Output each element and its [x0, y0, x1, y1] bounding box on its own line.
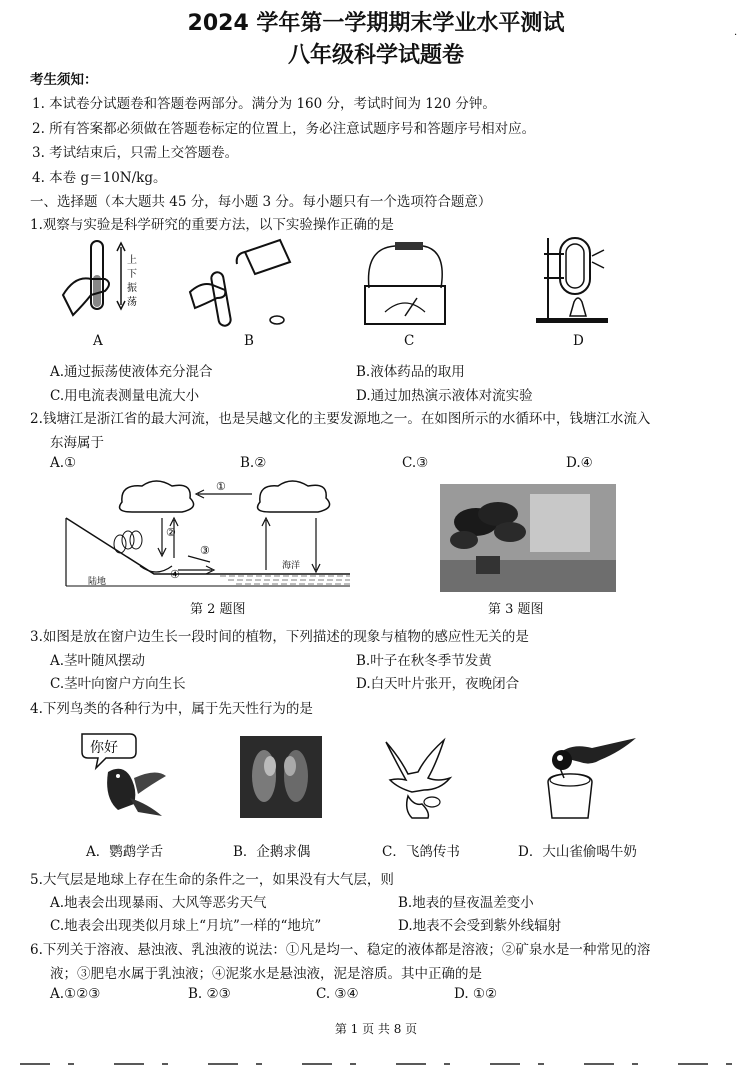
figure-3-caption: 第 3 题图	[488, 602, 544, 617]
cycle-number: ④	[170, 568, 180, 581]
question-5-stem: 5.大气层是地球上存在生命的条件之一，如果没有大气层，则	[30, 872, 394, 888]
notice-item: 3. 考试结束后，只需上交答题卷。	[32, 145, 239, 161]
cycle-number: ②	[166, 526, 176, 539]
question-2-stem-cont: 东海属于	[50, 435, 104, 451]
page-footer: 第 1 页 共 8 页	[334, 1022, 418, 1036]
section-heading: 一、选择题（本大题共 45 分，每小题 3 分。每小题只有一个选项符合题意）	[30, 194, 492, 210]
figure-label: C	[404, 333, 415, 349]
option-a: A.①②③	[50, 986, 101, 1002]
figure-c-ammeter-circuit	[355, 238, 455, 333]
cycle-number: ①	[216, 480, 226, 493]
option-a: A．鹦鹉学舌	[86, 844, 164, 860]
option-d: D．大山雀偷喝牛奶	[518, 844, 637, 860]
option-a: A.地表会出现暴雨、大风等恶劣天气	[50, 895, 267, 911]
option-b: B.②	[240, 455, 267, 471]
question-3-stem: 3.如图是放在窗户边生长一段时间的植物，下列描述的现象与植物的感应性无关的是	[30, 629, 529, 645]
option-d: D.④	[566, 455, 593, 471]
cycle-number: ③	[200, 544, 210, 557]
scan-edge	[0, 1052, 752, 1058]
page-title: 2024 学年第一学期期末学业水平测试	[187, 11, 565, 36]
shake-label-char: 下	[127, 269, 137, 280]
great-tit-image	[540, 730, 650, 825]
question-2-stem: 2.钱塘江是浙江省的最大河流，也是吴越文化的主要发源地之一。在如图所示的水循环中，钱塘江水流入	[30, 411, 651, 427]
question-6-stem: 6.下列关于溶液、悬浊液、乳浊液的说法：①凡是均一、稳定的液体都是溶液；②矿泉水是一种常见的溶	[30, 942, 651, 958]
page-subtitle: 八年级科学试题卷	[287, 43, 464, 68]
option-b: B．企鹅求偶	[233, 844, 311, 860]
pigeon-image	[378, 734, 458, 824]
shake-label-char: 上	[127, 255, 137, 266]
notice-heading: 考生须知：	[30, 72, 98, 88]
notice-item: 4. 本卷 g＝10N/kg。	[32, 170, 167, 186]
option-d: D.通过加热演示液体对流实验	[356, 388, 533, 404]
option-b: B. ②③	[188, 986, 231, 1002]
option-c: C.地表会出现类似月球上“月坑”一样的“地坑”	[50, 918, 322, 934]
water-cycle-diagram	[60, 474, 350, 592]
option-c: C.③	[402, 455, 429, 471]
option-b: B.叶子在秋冬季节发黄	[356, 653, 492, 669]
option-a: A.通过振荡使液体充分混合	[50, 364, 213, 380]
question-6-stem-cont: 液；③肥皂水属于乳浊液；④泥浆水是悬浊液，泥是溶质。其中正确的是	[50, 966, 482, 982]
figure-label: D	[573, 333, 584, 349]
shake-label-char: 振	[127, 283, 137, 294]
plant-window-photo	[440, 484, 616, 592]
option-a: A.①	[50, 455, 77, 471]
parrot-image	[78, 728, 173, 820]
option-a: A.茎叶随风摆动	[50, 653, 146, 669]
option-d: D. ①②	[454, 986, 498, 1002]
option-d: D.白天叶片张开，夜晚闭合	[356, 676, 520, 692]
speech-bubble-text: 你好	[90, 740, 118, 756]
figure-b-pouring-liquid	[185, 232, 295, 332]
land-label: 陆地	[88, 577, 107, 587]
figure-a-shaking-test-tube	[55, 235, 155, 330]
figure-d-convection-apparatus	[530, 232, 620, 327]
option-c: C．飞鸽传书	[382, 844, 460, 860]
option-d: D.地表不会受到紫外线辐射	[398, 918, 562, 934]
shake-label-char: 荡	[127, 297, 137, 308]
question-4-stem: 4.下列鸟类的各种行为中，属于先天性行为的是	[30, 701, 313, 717]
scan-mark: ·	[734, 30, 738, 41]
option-c: C.茎叶向窗户方向生长	[50, 676, 186, 692]
question-1-stem: 1.观察与实验是科学研究的重要方法，以下实验操作正确的是	[30, 217, 394, 233]
notice-item: 1. 本试卷分试题卷和答题卷两部分。满分为 160 分，考试时间为 120 分钟。	[32, 96, 496, 112]
penguins-photo	[240, 736, 322, 818]
option-b: B.液体药品的取用	[356, 364, 465, 380]
option-c: C.用电流表测量电流大小	[50, 388, 200, 404]
ocean-label: 海洋	[282, 561, 301, 571]
figure-label: A	[93, 333, 103, 349]
option-c: C. ③④	[316, 986, 359, 1002]
figure-2-caption: 第 2 题图	[190, 602, 246, 617]
notice-item: 2. 所有答案都必须做在答题卷标定的位置上，务必注意试题序号和答题序号相对应。	[32, 121, 536, 137]
option-b: B.地表的昼夜温差变小	[398, 895, 534, 911]
figure-label: B	[244, 333, 254, 349]
